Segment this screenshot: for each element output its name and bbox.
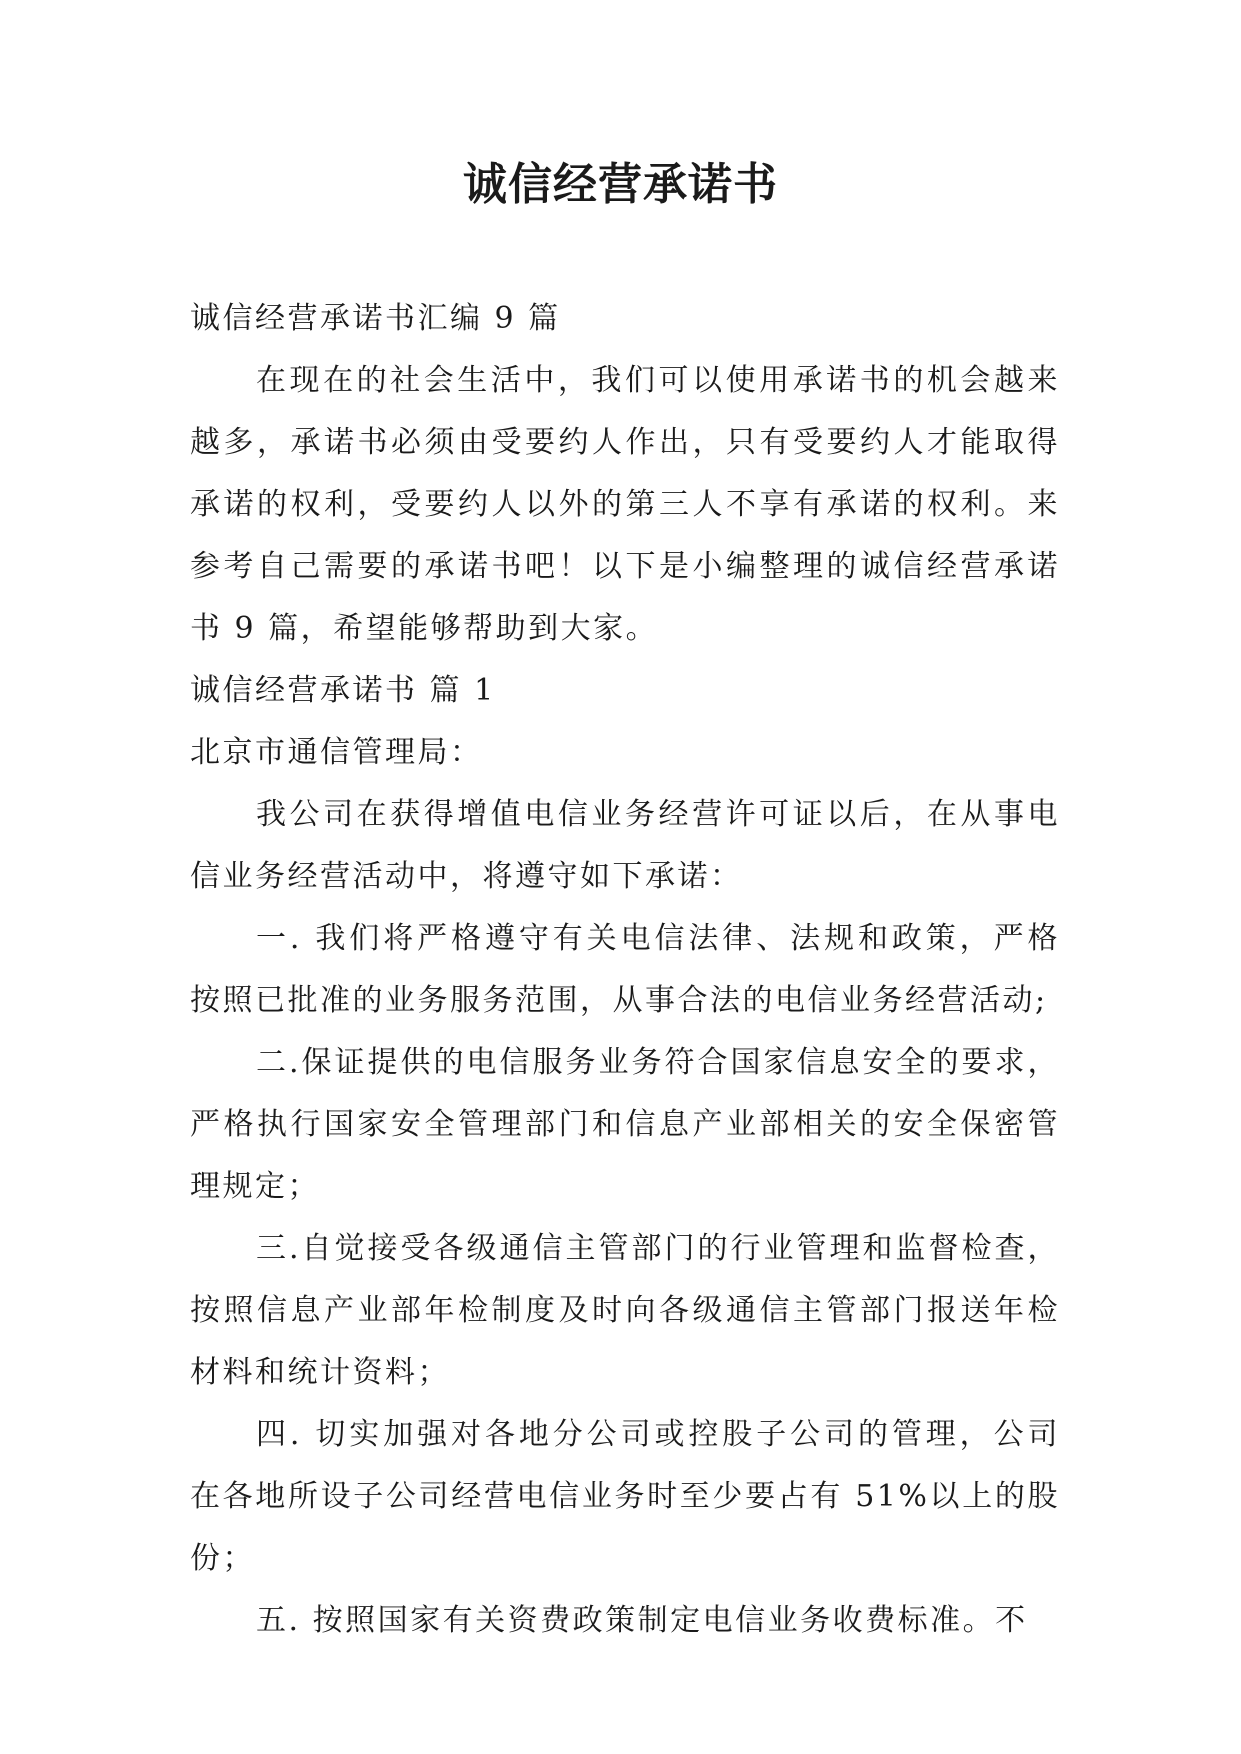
commitment-item-2: 二.保证提供的电信服务业务符合国家信息安全的要求，严格执行国家安全管理部门和信息产业部相关的安全保密管理规定；: [190, 1045, 1060, 1204]
commitment-item-3: 三.自觉接受各级通信主管部门的行业管理和监督检查，按照信息产业部年检制度及时向各级通信主管部门报送年检材料和统计资料；: [190, 1231, 1060, 1390]
subtitle-paragraph: 诚信经营承诺书汇编 9 篇: [190, 301, 561, 336]
commitment-item-4: 四. 切实加强对各地分公司或控股子公司的管理，公司在各地所设子公司经营电信业务时至少要占有 51%以上的股份；: [190, 1417, 1060, 1576]
intro-paragraph: 在现在的社会生活中，我们可以使用承诺书的机会越来越多，承诺书必须由受要约人作出，只有受要约人才能取得承诺的权利，受要约人以外的第三人不享有承诺的权利。来参考自己需要的承诺书吧！以下是小编整理的诚信经营承诺书 9 篇，希望能够帮助到大家。: [190, 363, 1060, 646]
commitment-item-1: 一. 我们将严格遵守有关电信法律、法规和政策，严格按照已批准的业务服务范围，从事合法的电信业务经营活动;: [190, 921, 1060, 1018]
addressee-line: 北京市通信管理局：: [190, 735, 483, 770]
opening-paragraph: 我公司在获得增值电信业务经营许可证以后，在从事电信业务经营活动中，将遵守如下承诺：: [190, 797, 1060, 894]
section-heading: 诚信经营承诺书 篇 1: [190, 673, 496, 708]
document-title: 诚信经营承诺书: [463, 159, 778, 210]
commitment-item-5: 五. 按照国家有关资费政策制定电信业务收费标准。不: [256, 1603, 1028, 1638]
document-body: [190, 288, 1060, 1652]
